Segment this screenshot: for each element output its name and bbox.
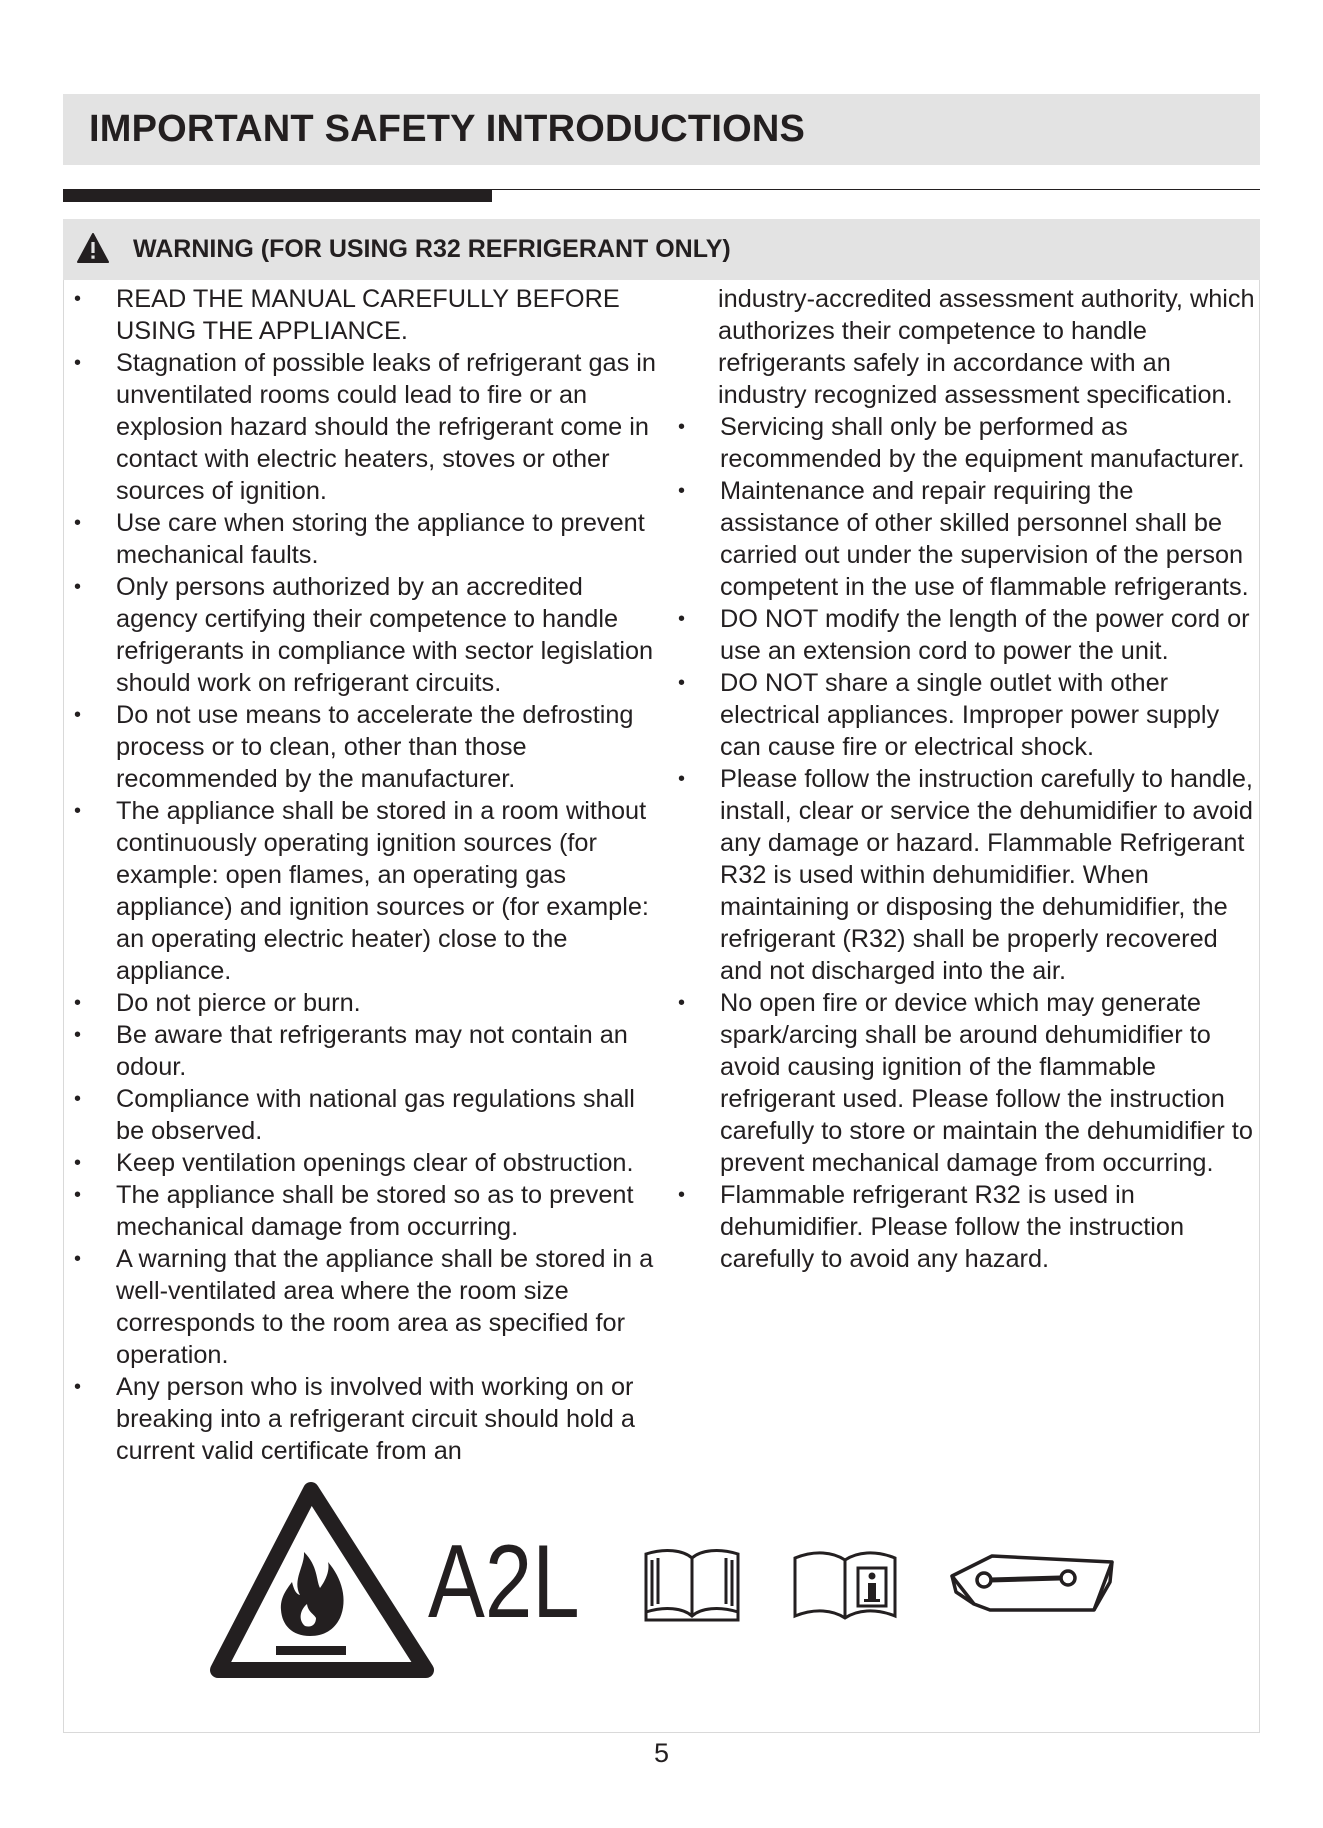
list-item: • Maintenance and repair requiring the assistance of other skilled personnel shall be carried out under the supervision of the person competent in the use of flammable refrigerants. bbox=[668, 475, 1258, 603]
list-item: • No open fire or device which may generate spark/arcing shall be around dehumidifier to avoid causing ignition of the flammable refrigerant used. Please follow the instruction carefully to store or maintain the dehumidifier to prevent mechanical damage from occurring. bbox=[668, 987, 1258, 1179]
list-item: • Be aware that refrigerants may not contain an odour. bbox=[64, 1019, 664, 1083]
list-item: • Stagnation of possible leaks of refrigerant gas in unventilated rooms could lead to fire or an explosion hazard should the refrigerant come in contact with electric heaters, stoves or other sources of ignition. bbox=[64, 347, 664, 507]
list-item: • Keep ventilation openings clear of obstruction. bbox=[64, 1147, 664, 1179]
warning-band bbox=[63, 219, 1260, 280]
list-item: • Please follow the instruction carefully to handle, install, clear or service the dehumidifier to avoid any damage or hazard. Flammable Refrigerant R32 is used within dehumidifier. When maintaining or disposing the dehumidifier, the refrigerant (R32) shall be properly recovered and not discharged into the air. bbox=[668, 763, 1258, 987]
right-column bbox=[668, 283, 1258, 1275]
list-item: • A warning that the appliance shall be stored in a well-ventilated area where the room size corresponds to the room area as specified for operation. bbox=[64, 1243, 664, 1371]
list-item: • Flammable refrigerant R32 is used in dehumidifier. Please follow the instruction carefully to avoid any hazard. bbox=[668, 1179, 1258, 1275]
a2l-classification-label: A2L bbox=[428, 1524, 580, 1640]
list-item: • Any person who is involved with working on or breaking into a refrigerant circuit should hold a current valid certificate from an bbox=[64, 1371, 664, 1467]
list-item: • The appliance shall be stored in a room without continuously operating ignition sources (for example: open flames, an operating gas appliance) and ignition sources or (for example: an operating electric heater) close to the appliance. bbox=[64, 795, 664, 987]
page-title: IMPORTANT SAFETY INTRODUCTIONS bbox=[89, 108, 806, 150]
title-band bbox=[63, 94, 1260, 165]
list-item: • Use care when storing the appliance to prevent mechanical faults. bbox=[64, 507, 664, 571]
list-item: • DO NOT share a single outlet with other electrical appliances. Improper power supply can cause fire or electrical shock. bbox=[668, 667, 1258, 763]
header-rule-thick bbox=[63, 190, 492, 202]
list-item: • Only persons authorized by an accredited agency certifying their competence to handle refrigerants in compliance with sector legislation should work on refrigerant circuits. bbox=[64, 571, 664, 699]
list-item: • DO NOT modify the length of the power cord or use an extension cord to power the unit. bbox=[668, 603, 1258, 667]
list-item: • READ THE MANUAL CAREFULLY BEFORE USING THE APPLIANCE. bbox=[64, 283, 664, 347]
list-item: • Compliance with national gas regulations shall be observed. bbox=[64, 1083, 664, 1147]
warning-triangle-icon bbox=[77, 233, 109, 263]
page-number: 5 bbox=[653, 1738, 670, 1768]
warning-heading: WARNING (FOR USING R32 REFRIGERANT ONLY) bbox=[133, 235, 731, 263]
list-item: • Do not use means to accelerate the defrosting process or to clean, other than those recommended by the manufacturer. bbox=[64, 699, 664, 795]
list-item: • Servicing shall only be performed as recommended by the equipment manufacturer. bbox=[668, 411, 1258, 475]
list-item: • The appliance shall be stored so as to prevent mechanical damage from occurring. bbox=[64, 1179, 664, 1243]
list-item: • Do not pierce or burn. bbox=[64, 987, 664, 1019]
list-item-continued: industry-accredited assessment authority, which authorizes their competence to handle refrigerants safely in accordance with an industry recognized assessment specification. bbox=[718, 285, 1255, 409]
left-column bbox=[64, 283, 664, 1467]
